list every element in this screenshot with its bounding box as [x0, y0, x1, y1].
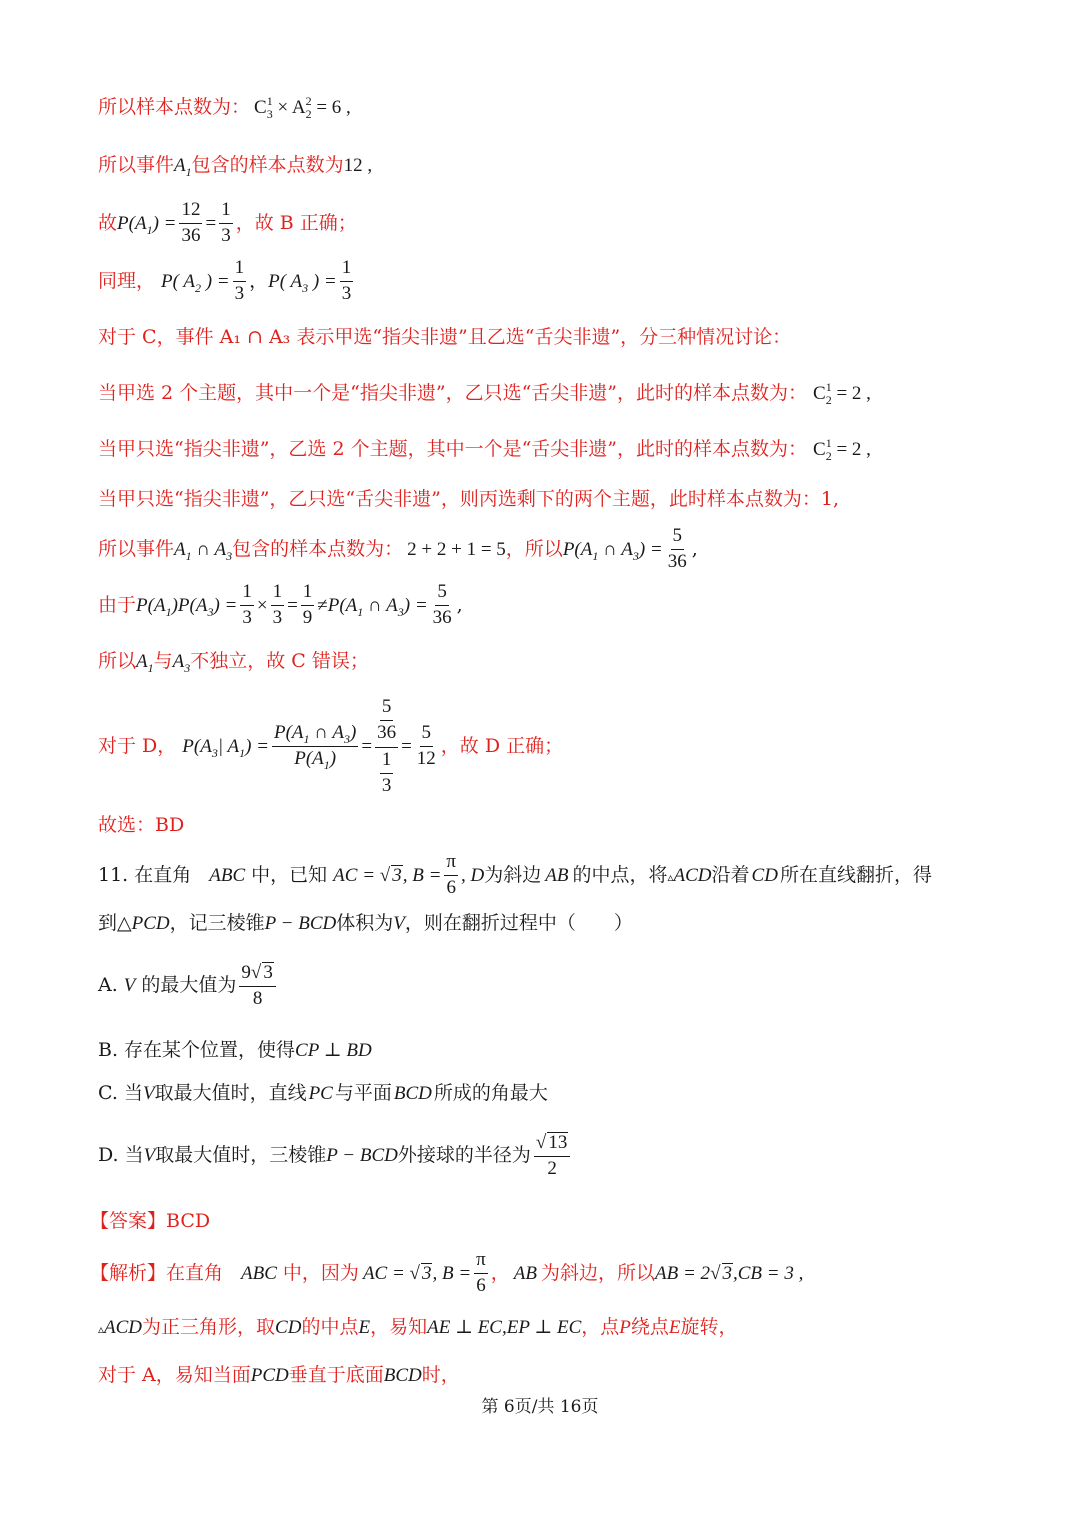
line-product-check: 由于 $P(A_1)P(A_3)$ = $\frac{1}{3}$ × $\frac{1}{3}$ = $\frac{1}{9}$ ≠ $P(A_1$ ∩ $A_3$) = $\frac{5}{36}$ , [98, 581, 463, 628]
option-c[interactable]: C. 当 V 取最大值时，直线 PC 与平面 BCD 所成的角最大 [98, 1082, 548, 1104]
analysis-line-3: 对于 A，易知当面 PCD 垂直于底面 BCD 时， [98, 1364, 460, 1386]
answer-line: 【答案】 BCD [90, 1210, 211, 1232]
line-conditional-d: 对于 D， $P(A_3|$ $A_1$) = $\frac{P(A_1 \cap A_3)}{P(A_1)}$ = 5 36 1 3 = $\frac{5}{12}$ ，故 D 正确； [98, 696, 564, 796]
line-case-c: 对于 C，事件 A₁ ∩ A₃ 表示甲选“指尖非遗”且乙选“舌尖非遗”，分三种情况讨论： [98, 326, 792, 348]
line-sample-count: 所以样本点数为： $C_3^1 \times A_2^2 = 6$ , [98, 94, 351, 121]
line-not-independent: 所以 $A_1$ 与 $A_3$ 不独立，故 C 错误； [98, 650, 369, 675]
question-11-line-2: 到 △PCD ，记三棱锥 P − BCD 体积为 V ，则在翻折过程中（ ） [98, 912, 633, 934]
line-probability-a1: 故 $P(A_1)$ = $\frac{12}{36}$ = $\frac{1}{3}$ ，故 B 正确； [98, 199, 357, 246]
line-similarly: 同理， P( $A_2$ ) = $\frac{1}{3}$ ， P( $A_3$ ) = $\frac{1}{3}$ [98, 257, 352, 304]
combination-expression: $C_3^1 \times A_2^2 = 6$ , [254, 94, 351, 121]
fraction-1-3: $\frac{1}{3}$ [221, 199, 231, 246]
analysis-line-2: ▵ACD 为正三角形，取 CD 的中点 E ，易知 AE ⊥ EC,EP ⊥ EC ，点 P 绕点 E 旋转， [98, 1316, 738, 1338]
option-a[interactable]: A. V 的最大值为 $\frac{9√ 3}{8}$ [98, 962, 279, 1010]
compound-fraction: 5 36 1 3 [377, 696, 397, 796]
fraction-12-36: $\frac{12}{36}$ [181, 199, 201, 246]
line-case-2: 当甲只选“指尖非遗”，乙选 2 个主题，其中一个是“舌尖非遗”，此时的样本点数为： $C_2^1 = 2$ , [98, 436, 871, 463]
line-intersection-count: 所以事件 $A_1$ ∩ $A_3$ 包含的样本点数为： 2 + 2 + 1 = 5 ，所以 $P(A_1$ ∩ $A_3$) = $\frac{5}{36}$ , [98, 525, 698, 572]
line-case-3: 当甲只选“指尖非遗”，乙只选“舌尖非遗”，则丙选剩下的两个主题，此时样本点数为：1, [98, 488, 839, 510]
fraction-1-3-a2: $\frac{1}{3}$ [234, 257, 245, 304]
page-footer: 第 6页/共 16页 [481, 1397, 599, 1417]
analysis-line-1: 【解析】 在直角 ABC 中，因为 AC = √ 3, B = $\frac{\pi}{6}$ ， AB 为斜边，所以 AB = 2√ 3,CB = 3 , [90, 1249, 804, 1296]
question-11-line-1: 11. 在直角 ABC 中，已知 AC = √ 3, B = $\frac{\pi}{6}$ , D 为斜边 AB 的中点，将 ▵ACD 沿着 CD 所在直线翻折，得 [98, 851, 932, 898]
fraction-5-36: $\frac{5}{36}$ [667, 525, 687, 572]
line-final-choice: 故选：BD [98, 814, 185, 836]
event-symbol: $A_1$ [174, 155, 192, 179]
line-event-a1-count: 所以事件 $A_1$ 包含的样本点数为 12 , [98, 154, 373, 179]
option-b[interactable]: B. 存在某个位置，使得 CP ⊥ BD [98, 1039, 372, 1061]
option-d[interactable]: D. 当 V 取最大值时，三棱锥 P − BCD 外接球的半径为 $\frac{√ 13}{2}$ [98, 1132, 573, 1180]
prob-expression: $P(A_1)$ = [117, 212, 177, 237]
line-case-1: 当甲选 2 个主题，其中一个是“指尖非遗”，乙只选“舌尖非遗”，此时的样本点数为： $C_2^1 = 2$ , [98, 380, 871, 407]
fraction-1-3-a3: $\frac{1}{3}$ [341, 257, 352, 304]
